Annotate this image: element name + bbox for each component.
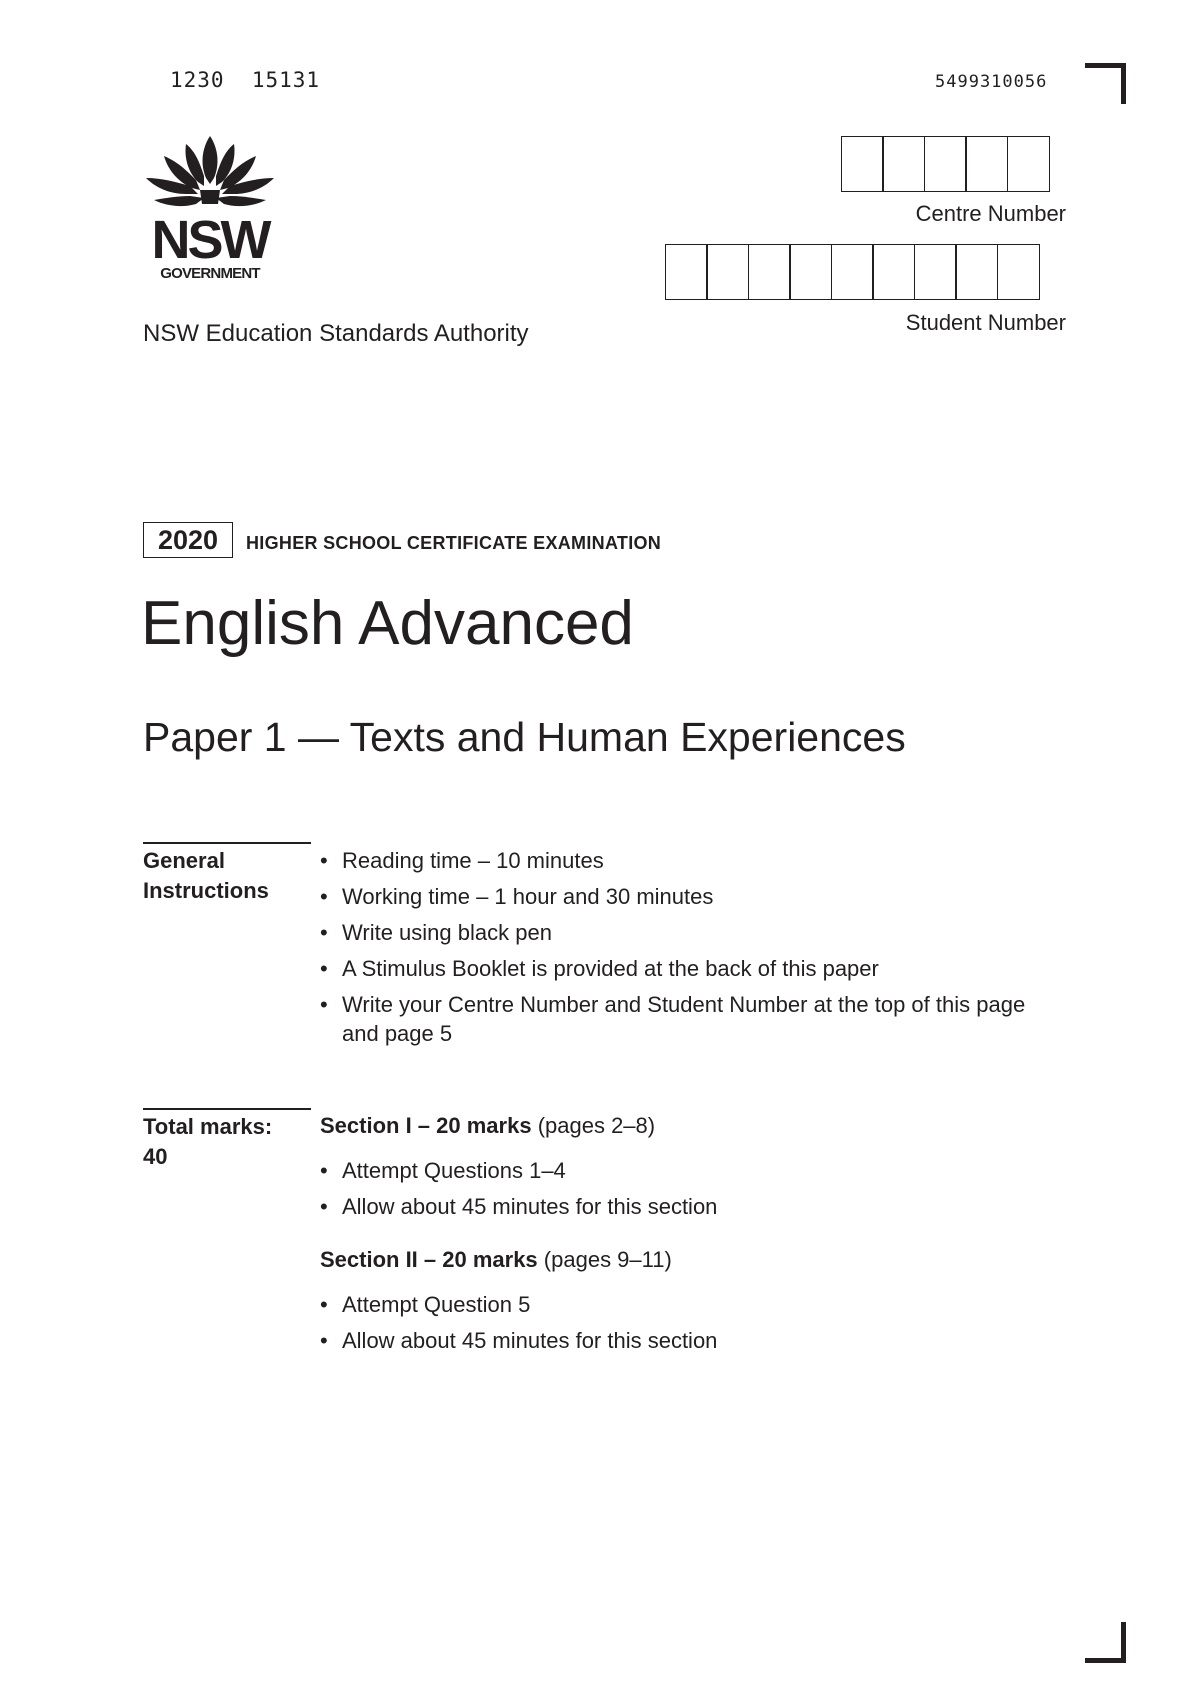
- section-pages: (pages 2–8): [537, 1113, 656, 1138]
- student-number-digit-box[interactable]: [706, 244, 749, 300]
- registration-mark-top: [1085, 63, 1126, 104]
- centre-number-digit-box[interactable]: [1007, 136, 1050, 192]
- general-instructions-heading: [143, 846, 269, 906]
- general-instructions-list: [320, 846, 1040, 1055]
- exam-year: 2020: [143, 522, 233, 558]
- centre-number-field[interactable]: [842, 136, 1050, 192]
- section-1-heading: [320, 1113, 655, 1139]
- list-item: • Write your Centre Number and Student Number at the top of this page and page 5: [320, 990, 1042, 1048]
- section-2-heading: [320, 1247, 672, 1273]
- heading-line: Instructions: [143, 878, 269, 903]
- list-item: • Attempt Questions 1–4: [320, 1156, 717, 1185]
- paper-code: 1230 15131: [170, 68, 321, 92]
- list-item: • Allow about 45 minutes for this section: [320, 1192, 717, 1221]
- list-item: • Working time – 1 hour and 30 minutes: [320, 882, 1040, 911]
- student-number-label: Student Number: [905, 310, 1066, 335]
- barcode-number: 5499310056: [935, 72, 1048, 92]
- list-item: • Allow about 45 minutes for this section: [320, 1326, 717, 1355]
- exam-type: HIGHER SCHOOL CERTIFICATE EXAMINATION: [246, 533, 662, 553]
- student-number-digit-box[interactable]: [831, 244, 874, 300]
- section-title: Section II – 20 marks: [320, 1247, 538, 1272]
- authority-name: NSW Education Standards Authority: [143, 320, 529, 347]
- student-number-digit-box[interactable]: [955, 244, 998, 300]
- heading-line: General: [143, 848, 225, 873]
- svg-text:NSW: NSW: [151, 210, 269, 270]
- list-item: • Write using black pen: [320, 918, 1040, 947]
- list-item: • Reading time – 10 minutes: [320, 846, 1040, 875]
- nsw-government-logo: [140, 134, 280, 284]
- student-number-digit-box[interactable]: [748, 244, 791, 300]
- section-2-list: [320, 1290, 717, 1362]
- waratah-icon: [140, 134, 280, 284]
- section-title: Section I – 20 marks: [320, 1113, 532, 1138]
- centre-number-digit-box[interactable]: [965, 136, 1008, 192]
- student-number-digit-box[interactable]: [665, 244, 708, 300]
- student-number-digit-box[interactable]: [872, 244, 915, 300]
- student-number-field[interactable]: [666, 244, 1040, 300]
- centre-number-digit-box[interactable]: [924, 136, 967, 192]
- list-item: • A Stimulus Booklet is provided at the back of this paper: [320, 954, 1040, 983]
- heading-line: 40: [143, 1144, 168, 1169]
- section-pages: (pages 9–11): [543, 1247, 672, 1272]
- paper-title: Paper 1 — Texts and Human Experiences: [143, 714, 906, 760]
- svg-text:GOVERNMENT: GOVERNMENT: [160, 265, 260, 282]
- student-number-digit-box[interactable]: [789, 244, 832, 300]
- centre-number-label: Centre Number: [915, 201, 1066, 226]
- subject-title: English Advanced: [141, 589, 634, 658]
- centre-number-digit-box[interactable]: [841, 136, 884, 192]
- list-item: • Attempt Question 5: [320, 1290, 717, 1319]
- centre-number-digit-box[interactable]: [882, 136, 925, 192]
- divider: [143, 842, 311, 844]
- heading-line: Total marks:: [143, 1114, 273, 1139]
- student-number-digit-box[interactable]: [914, 244, 957, 300]
- registration-mark-bottom: [1085, 1622, 1126, 1663]
- divider: [143, 1108, 311, 1110]
- student-number-digit-box[interactable]: [997, 244, 1040, 300]
- section-1-list: [320, 1156, 717, 1228]
- total-marks-heading: [143, 1112, 272, 1172]
